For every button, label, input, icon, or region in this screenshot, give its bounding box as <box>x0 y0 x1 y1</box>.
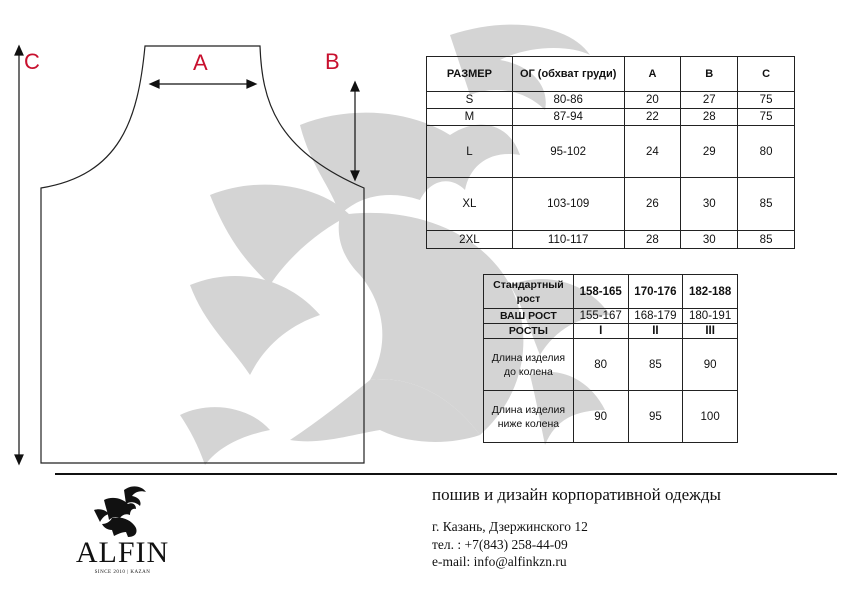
size-cell: 75 <box>738 92 795 109</box>
table-row <box>484 275 738 309</box>
height-cell: 182-188 <box>683 275 738 309</box>
logo-subtitle: SINCE 2010 | KAZAN <box>94 570 151 575</box>
size-cell: XL <box>427 178 513 231</box>
table-row <box>427 126 795 178</box>
height-cell: 100 <box>683 391 738 443</box>
footer-divider <box>55 473 837 475</box>
size-cell: 87-94 <box>512 109 624 126</box>
size-cell: 30 <box>681 231 738 249</box>
table-row <box>484 309 738 324</box>
length-to-knee-label <box>484 339 574 391</box>
size-cell: 80 <box>738 126 795 178</box>
height-table <box>483 274 738 443</box>
size-cell: 22 <box>624 109 681 126</box>
size-cell: 95-102 <box>512 126 624 178</box>
size-cell: M <box>427 109 513 126</box>
size-cell: 28 <box>681 109 738 126</box>
size-cell: 29 <box>681 126 738 178</box>
logo-name: ALFIN <box>75 536 170 569</box>
size-cell: 2XL <box>427 231 513 249</box>
size-cell: 103-109 <box>512 178 624 231</box>
height-cell: 90 <box>683 339 738 391</box>
size-cell: S <box>427 92 513 109</box>
height-cell: 170-176 <box>628 275 683 309</box>
label-line: Длина изделия <box>491 351 566 364</box>
height-cell: 95 <box>628 391 683 443</box>
size-col-header: B <box>681 57 738 92</box>
footer-email[interactable]: e-mail: info@alfinkzn.ru <box>432 554 567 569</box>
apron-outline <box>41 46 364 463</box>
size-table <box>426 56 795 249</box>
dimension-label-b: B <box>325 49 340 74</box>
label-line: Длина изделия <box>491 403 566 416</box>
height-cell: I <box>573 324 628 339</box>
height-cell: 155-167 <box>573 309 628 324</box>
heights-label: РОСТЫ <box>484 324 574 339</box>
dimension-c-arrow <box>15 46 23 464</box>
height-cell: 168-179 <box>628 309 683 324</box>
table-row <box>427 92 795 109</box>
standard-height-label: Стандартный рост <box>484 275 574 309</box>
label-line: до колена <box>504 365 553 378</box>
height-cell: 158-165 <box>573 275 628 309</box>
footer-address: г. Казань, Дзержинского 12 <box>432 519 588 534</box>
logo <box>60 482 185 582</box>
size-cell: 27 <box>681 92 738 109</box>
size-col-header: A <box>624 57 681 92</box>
size-cell: 85 <box>738 178 795 231</box>
size-cell: 85 <box>738 231 795 249</box>
size-col-header: C <box>738 57 795 92</box>
dragon-icon <box>90 484 152 538</box>
height-cell: 180-191 <box>683 309 738 324</box>
size-col-header: РАЗМЕР <box>427 57 513 92</box>
size-cell: L <box>427 126 513 178</box>
footer-phone: тел. : +7(843) 258-44-09 <box>432 537 568 552</box>
table-row <box>427 109 795 126</box>
footer-tagline: пошив и дизайн корпоративной одежды <box>432 485 721 504</box>
table-row <box>484 324 738 339</box>
length-below-knee-label <box>484 391 574 443</box>
size-cell: 24 <box>624 126 681 178</box>
height-cell: 80 <box>573 339 628 391</box>
height-cell: II <box>628 324 683 339</box>
size-cell: 110-117 <box>512 231 624 249</box>
height-cell: III <box>683 324 738 339</box>
table-row <box>427 231 795 249</box>
dimension-label-a: A <box>193 50 208 75</box>
label-line: ниже колена <box>497 417 560 430</box>
size-cell: 30 <box>681 178 738 231</box>
table-row <box>427 178 795 231</box>
table-row <box>484 339 738 391</box>
size-cell: 26 <box>624 178 681 231</box>
size-cell: 80-86 <box>512 92 624 109</box>
size-table-header-row <box>427 57 795 92</box>
dimension-b-arrow <box>351 82 359 180</box>
size-cell: 28 <box>624 231 681 249</box>
size-cell: 20 <box>624 92 681 109</box>
table-row <box>484 391 738 443</box>
size-cell: 75 <box>738 109 795 126</box>
height-cell: 90 <box>573 391 628 443</box>
height-cell: 85 <box>628 339 683 391</box>
dimension-label-c: C <box>24 49 40 74</box>
your-height-label: ВАШ РОСТ <box>484 309 574 324</box>
size-col-header: ОГ (обхват груди) <box>512 57 624 92</box>
dimension-a-arrow <box>150 80 256 88</box>
